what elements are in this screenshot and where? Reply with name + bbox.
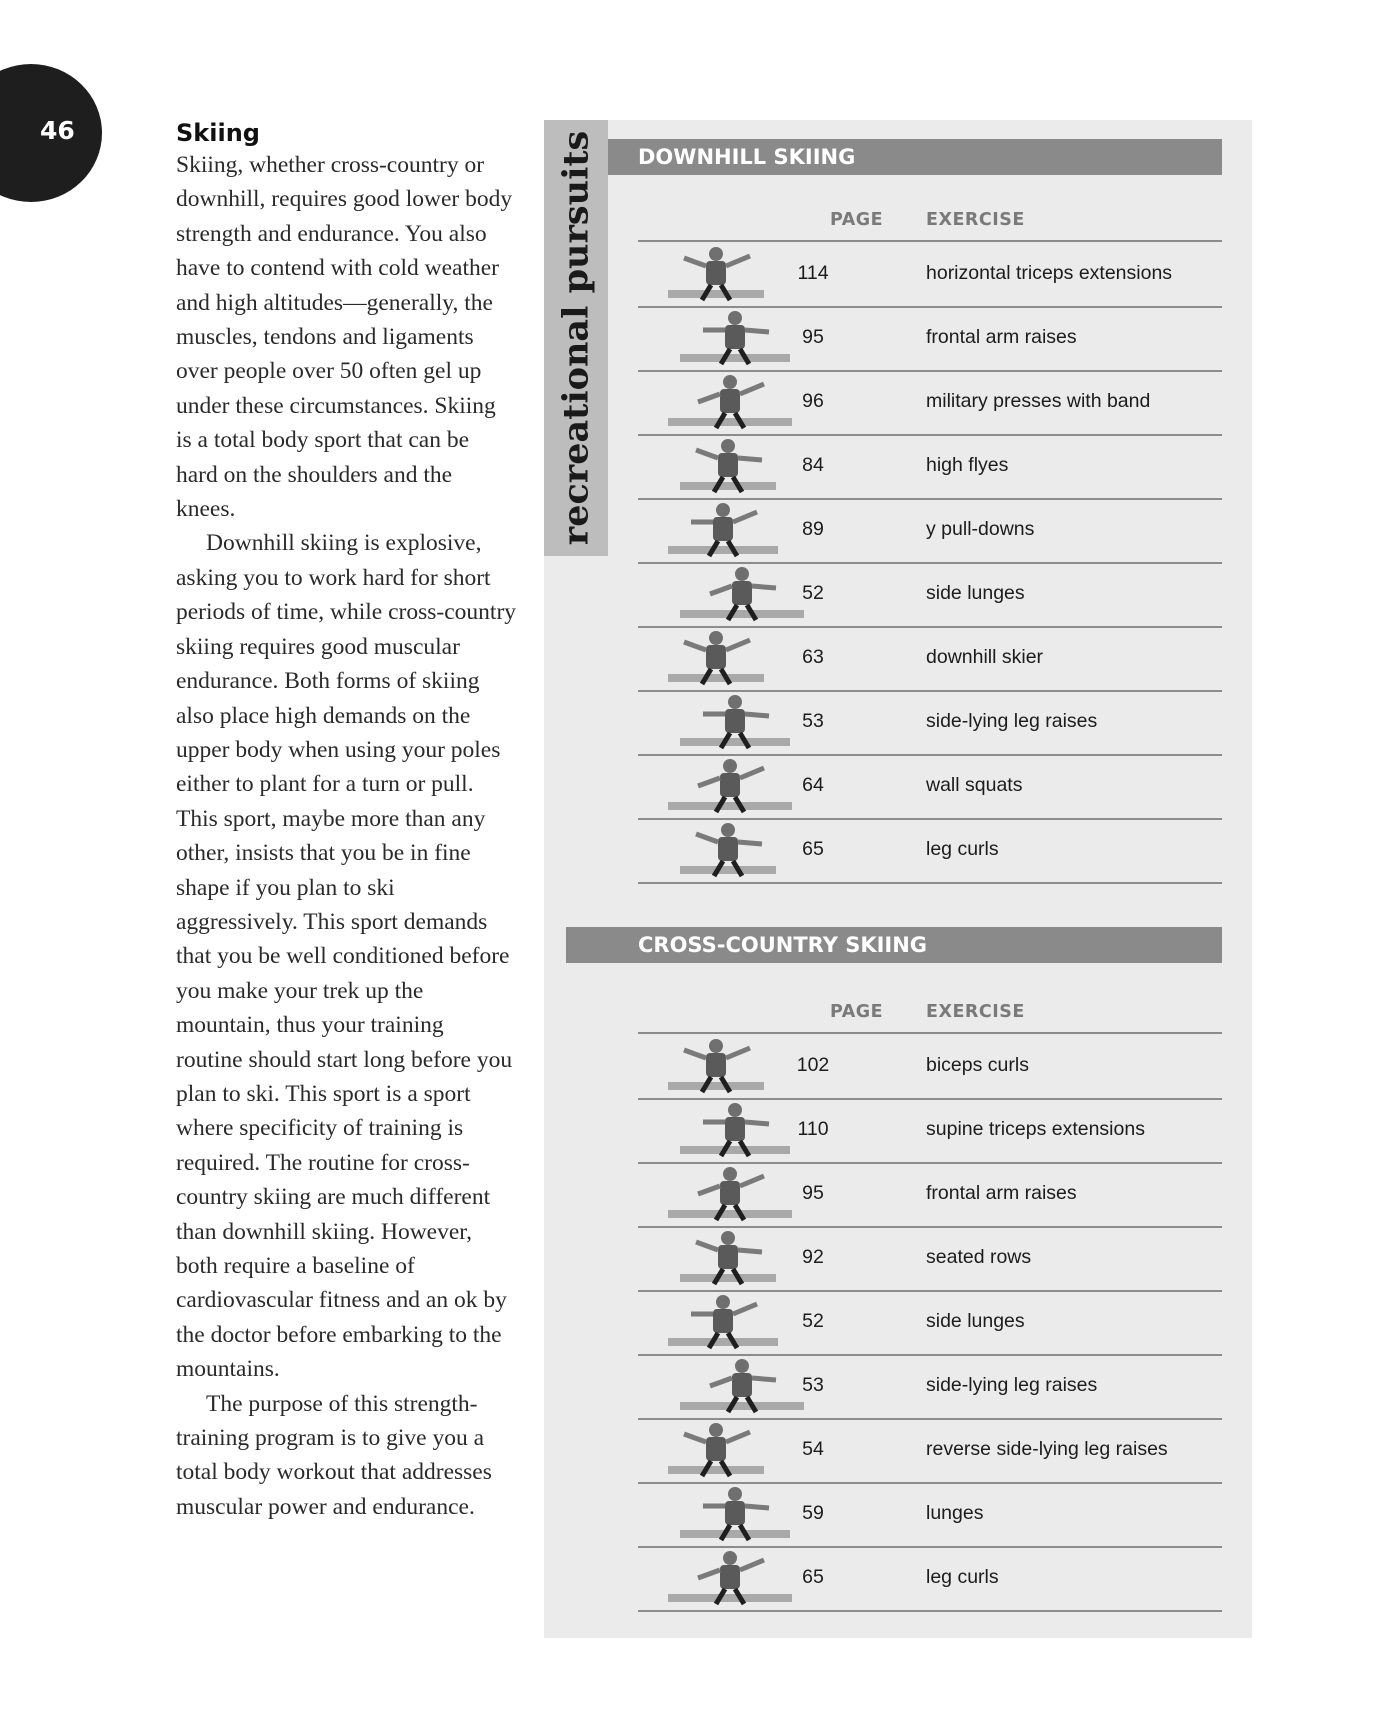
exercise-photo: [680, 1356, 804, 1414]
table-row: [638, 498, 1222, 562]
row-page-number: 95: [802, 1182, 824, 1204]
table-row: [638, 242, 1222, 306]
row-page-number: 92: [802, 1246, 824, 1268]
exercise-photo: [680, 564, 804, 622]
row-page-number: 52: [802, 1310, 824, 1332]
exercise-photo: [668, 500, 778, 558]
row-page-number: 52: [802, 582, 824, 604]
divider: [638, 1610, 1222, 1612]
row-exercise-name: side lunges: [926, 1310, 1025, 1332]
table-row: [638, 306, 1222, 370]
row-exercise-name: leg curls: [926, 1566, 999, 1588]
table-row: [638, 690, 1222, 754]
divider: [638, 882, 1222, 884]
crosscountry-page-header: PAGE: [830, 1002, 884, 1022]
exercise-photo: [668, 1548, 792, 1606]
row-page-number: 53: [802, 1374, 824, 1396]
exercise-photo: [668, 628, 764, 686]
exercise-photo: [668, 244, 764, 302]
paragraph-3: The purpose of this strength-training program is to give you a total body workout that addresses muscular power and endurance.: [176, 1390, 492, 1520]
downhill-title: DOWNHILL SKIING: [638, 145, 856, 169]
row-exercise-name: downhill skier: [926, 646, 1044, 668]
row-page-number: 65: [802, 838, 824, 860]
exercise-photo: [668, 372, 792, 430]
row-exercise-name: wall squats: [926, 774, 1023, 796]
table-row: [638, 434, 1222, 498]
row-exercise-name: side-lying leg raises: [926, 1374, 1098, 1396]
table-row: [638, 626, 1222, 690]
exercise-photo: [668, 1164, 792, 1222]
row-page-number: 114: [797, 262, 829, 284]
row-exercise-name: biceps curls: [926, 1054, 1029, 1076]
row-page-number: 89: [802, 518, 824, 540]
page-number: 46: [40, 116, 75, 145]
row-page-number: 64: [802, 774, 824, 796]
row-page-number: 110: [797, 1118, 829, 1140]
section-heading: Skiing: [176, 119, 260, 147]
paragraph-1: Skiing, whether cross-country or downhill, requires good lower body strength and endurance. You also have to contend with cold weather and high altitudes—generally, the muscles, tendons and ligaments over people over 50 often gel up under these circumstances. Skiing is a total body sport that can be hard on the shoulders and the knees.: [176, 152, 513, 523]
row-page-number: 53: [802, 710, 824, 732]
crosscountry-title-bar: [566, 927, 1222, 963]
table-row: [638, 1482, 1222, 1546]
table-row: [638, 818, 1222, 882]
row-exercise-name: high flyes: [926, 454, 1009, 476]
downhill-title-bar: [608, 139, 1222, 175]
row-exercise-name: supine triceps extensions: [926, 1118, 1145, 1140]
exercise-photo: [680, 1100, 790, 1158]
crosscountry-title: CROSS-COUNTRY SKIING: [638, 933, 928, 957]
table-row: [638, 1290, 1222, 1354]
row-exercise-name: seated rows: [926, 1246, 1032, 1268]
exercise-photo: [668, 1292, 778, 1350]
table-row: [638, 1418, 1222, 1482]
exercise-photo: [680, 1484, 790, 1542]
row-page-number: 59: [802, 1502, 824, 1524]
row-exercise-name: y pull-downs: [926, 518, 1035, 540]
table-row: [638, 1162, 1222, 1226]
table-row: [638, 370, 1222, 434]
row-exercise-name: horizontal triceps extensions: [926, 262, 1173, 284]
exercise-photo: [680, 436, 776, 494]
row-page-number: 102: [796, 1054, 830, 1076]
row-page-number: 96: [802, 390, 824, 412]
downhill-page-header: PAGE: [830, 210, 884, 230]
table-row: [638, 1546, 1222, 1610]
exercise-photo: [668, 1036, 764, 1094]
exercise-photo: [668, 1420, 764, 1478]
row-page-number: 65: [802, 1566, 824, 1588]
row-page-number: 95: [802, 326, 824, 348]
exercise-photo: [680, 692, 790, 750]
table-row: [638, 1098, 1222, 1162]
table-row: [638, 562, 1222, 626]
row-page-number: 54: [802, 1438, 824, 1460]
row-exercise-name: military presses with band: [926, 390, 1151, 412]
row-exercise-name: leg curls: [926, 838, 999, 860]
table-row: [638, 1034, 1222, 1098]
row-exercise-name: reverse side-lying leg raises: [926, 1438, 1168, 1460]
exercise-photo: [680, 308, 790, 366]
row-page-number: 63: [802, 646, 824, 668]
paragraph-2: Downhill skiing is explosive, asking you to work hard for short periods of time, while cross-country skiing requires good muscular endurance. Both forms of skiing also place high demands on the upper body when using your poles either to plant for a turn or pull. This sport, maybe more than any other, insists that you be in fine shape if you plan to ski aggressively. This sport demands that you be well conditioned before you make your trek up the mountain, thus your training routine should start long before you plan to ski. This sport is a sport where specificity of training is required. The routine for cross-country skiing are much different than downhill skiing. However, both require a baseline of cardiovascular fitness and an ok by the doctor before embarking to the mountains.: [176, 530, 517, 1383]
article-column: [176, 118, 516, 1524]
side-tab-label: recreational pursuits: [555, 130, 597, 546]
downhill-exercise-header: EXERCISE: [926, 210, 1025, 230]
crosscountry-exercise-header: EXERCISE: [926, 1002, 1025, 1022]
exercise-photo: [668, 756, 792, 814]
row-exercise-name: side lunges: [926, 582, 1025, 604]
exercise-photo: [680, 1228, 776, 1286]
row-exercise-name: frontal arm raises: [926, 326, 1077, 348]
row-page-number: 84: [802, 454, 824, 476]
table-row: [638, 1226, 1222, 1290]
row-exercise-name: lunges: [926, 1502, 984, 1524]
row-exercise-name: frontal arm raises: [926, 1182, 1077, 1204]
table-row: [638, 1354, 1222, 1418]
exercise-photo: [680, 820, 776, 878]
table-row: [638, 754, 1222, 818]
row-exercise-name: side-lying leg raises: [926, 710, 1098, 732]
